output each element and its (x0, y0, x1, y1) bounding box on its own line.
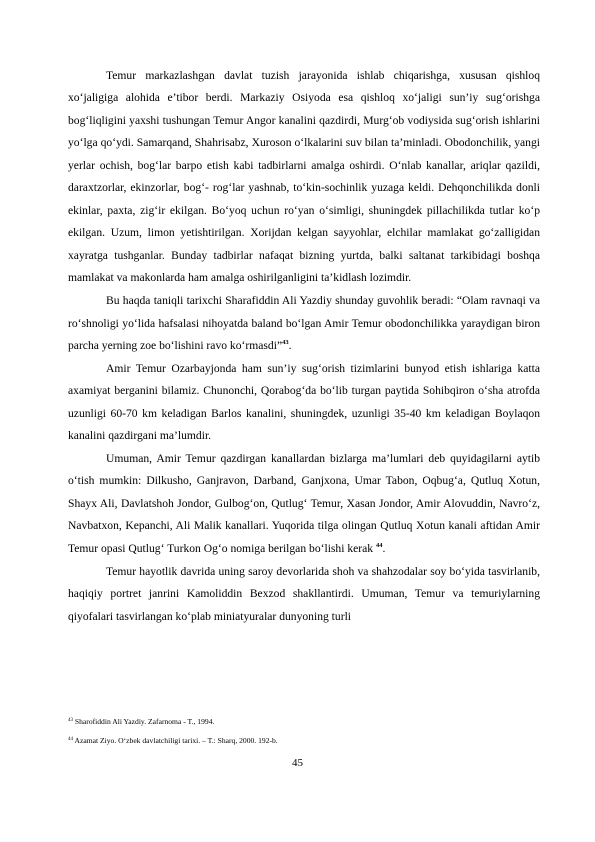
footnote-44 (68, 731, 540, 750)
footnote-number: 43 (68, 718, 73, 723)
paragraph-1: Temur markazlashgan davlat tuzish jarayonida ishlab chiqarishga, xususan qishloq xo‘jaligiga alohida e’tibor berdi. Markaziy Osiyoda esa qishloq xo‘jaligi sun’iy sug‘orishga bog‘liqligini yaxshi tushungan Temur Angor kanalini qazdirdi, Murg‘ob vodiysida sug‘orish ishlarini yo‘lga qo‘ydi. Samarqand, Shahrisabz, Xuroson o‘lkalarini suv bilan ta’minladi. Obodonchilik, yangi yerlar ochish, bog‘lar barpo etish kabi tadbirlarni amalga oshirdi. O‘nlab kanallar, ariqlar qazildi, daraxtzorlar, ekinzorlar, bog‘- rog‘lar yashnab, to‘kin-sochinlik yuzaga keldi. Dehqonchilikda donli ekinlar, paxta, zig‘ir ekilgan. Bo‘yoq uchun ro‘yan o‘simligi, shuningdek pillachilikda tutlar ko‘p ekilgan. Uzum, limon yetishtirilgan. Xorijdan kelgan sayyohlar, elchilar mamlakat go‘zalligidan xayratga tushganlar. Bunday tadbirlar nafaqat bizning yurtda, balki saltanat tarkibidagi boshqa mamlakat va makonlarda ham amalga oshirilganligini ta’kidlash lozimdir. (68, 68, 540, 285)
footnote-text: Sharofiddin Ali Yazdiy. Zafarnoma - T., 1994. (74, 717, 215, 726)
paragraph-5: Temur hayotlik davrida uning saroy devorlarida shoh va shahzodalar soy bo‘yida tasvirlanib, haqiqiy portret janrini Kamoliddin Bexzod shakllantirdi. Umuman, Temur va temuriylarning qiyofalari tasvirlangan ko‘plab miniatyuralar dunyoning turli (68, 564, 540, 623)
paragraph-2: Bu haqda taniqli tarixchi Sharafiddin Ali Yazdiy shunday guvohlik beradi: “Olam ravnaqi va ro‘shnoligi yo‘lida hafsalasi nihoyatda baland bo‘lgan Amir Temur obodonchilikka yaraydigan biron parcha yerning zoe bo‘lishini ravo ko‘rmasdi”$^{43}$. (68, 293, 540, 353)
footnote-text: Azamat Ziyo. O‘zbek davlatchiligi tarixi. – T.: Sharq, 2000. 192-b. (74, 736, 278, 745)
footnote-ref-43[interactable]: 43 (282, 339, 289, 347)
footnote-number: 44 (68, 737, 73, 742)
footnote-ref-44[interactable]: 44 (376, 541, 383, 549)
footnote-43 (68, 712, 540, 731)
body-text (68, 65, 540, 629)
footnotes (68, 712, 540, 750)
page-number: 45 (292, 757, 303, 769)
paragraph-4: Umuman, Amir Temur qazdirgan kanallardan bizlarga ma’lumlari deb quyidagilarni aytib o‘tish mumkin: Dilkusho, Ganjravon, Darband, Ganjxona, Umar Tabon, Oqbug‘a, Qutluq Xotun, Shayx Ali, Davlatshoh Jondor, Gulbog‘on, Qutlug‘ Temur, Xasan Jondor, Amir Alovuddin, Navro‘z, Navbatxon, Kepanchi, Ali Malik kanallari. Yuqorida tilga olingan Qutluq Xotun kanali aftidan Amir Temur opasi Qutlug‘ Turkon Og‘o nomiga berilgan bo‘lishi kerak $^{44}$. (68, 451, 540, 555)
paragraph-3: Amir Temur Ozarbayjonda ham sun’iy sug‘orish tizimlarini bunyod etish ishlariga katta axamiyat berganini bilamiz. Chunonchi, Qorabog‘da bo‘lib turgan paytida Sohibqiron o‘sha atrofda uzunligi 60-70 km keladigan Barlos kanalini, shuningdek, uzunligi 35-40 km keladigan Boylaqon kanalini qazdirgani ma’lumdir. (68, 361, 540, 443)
